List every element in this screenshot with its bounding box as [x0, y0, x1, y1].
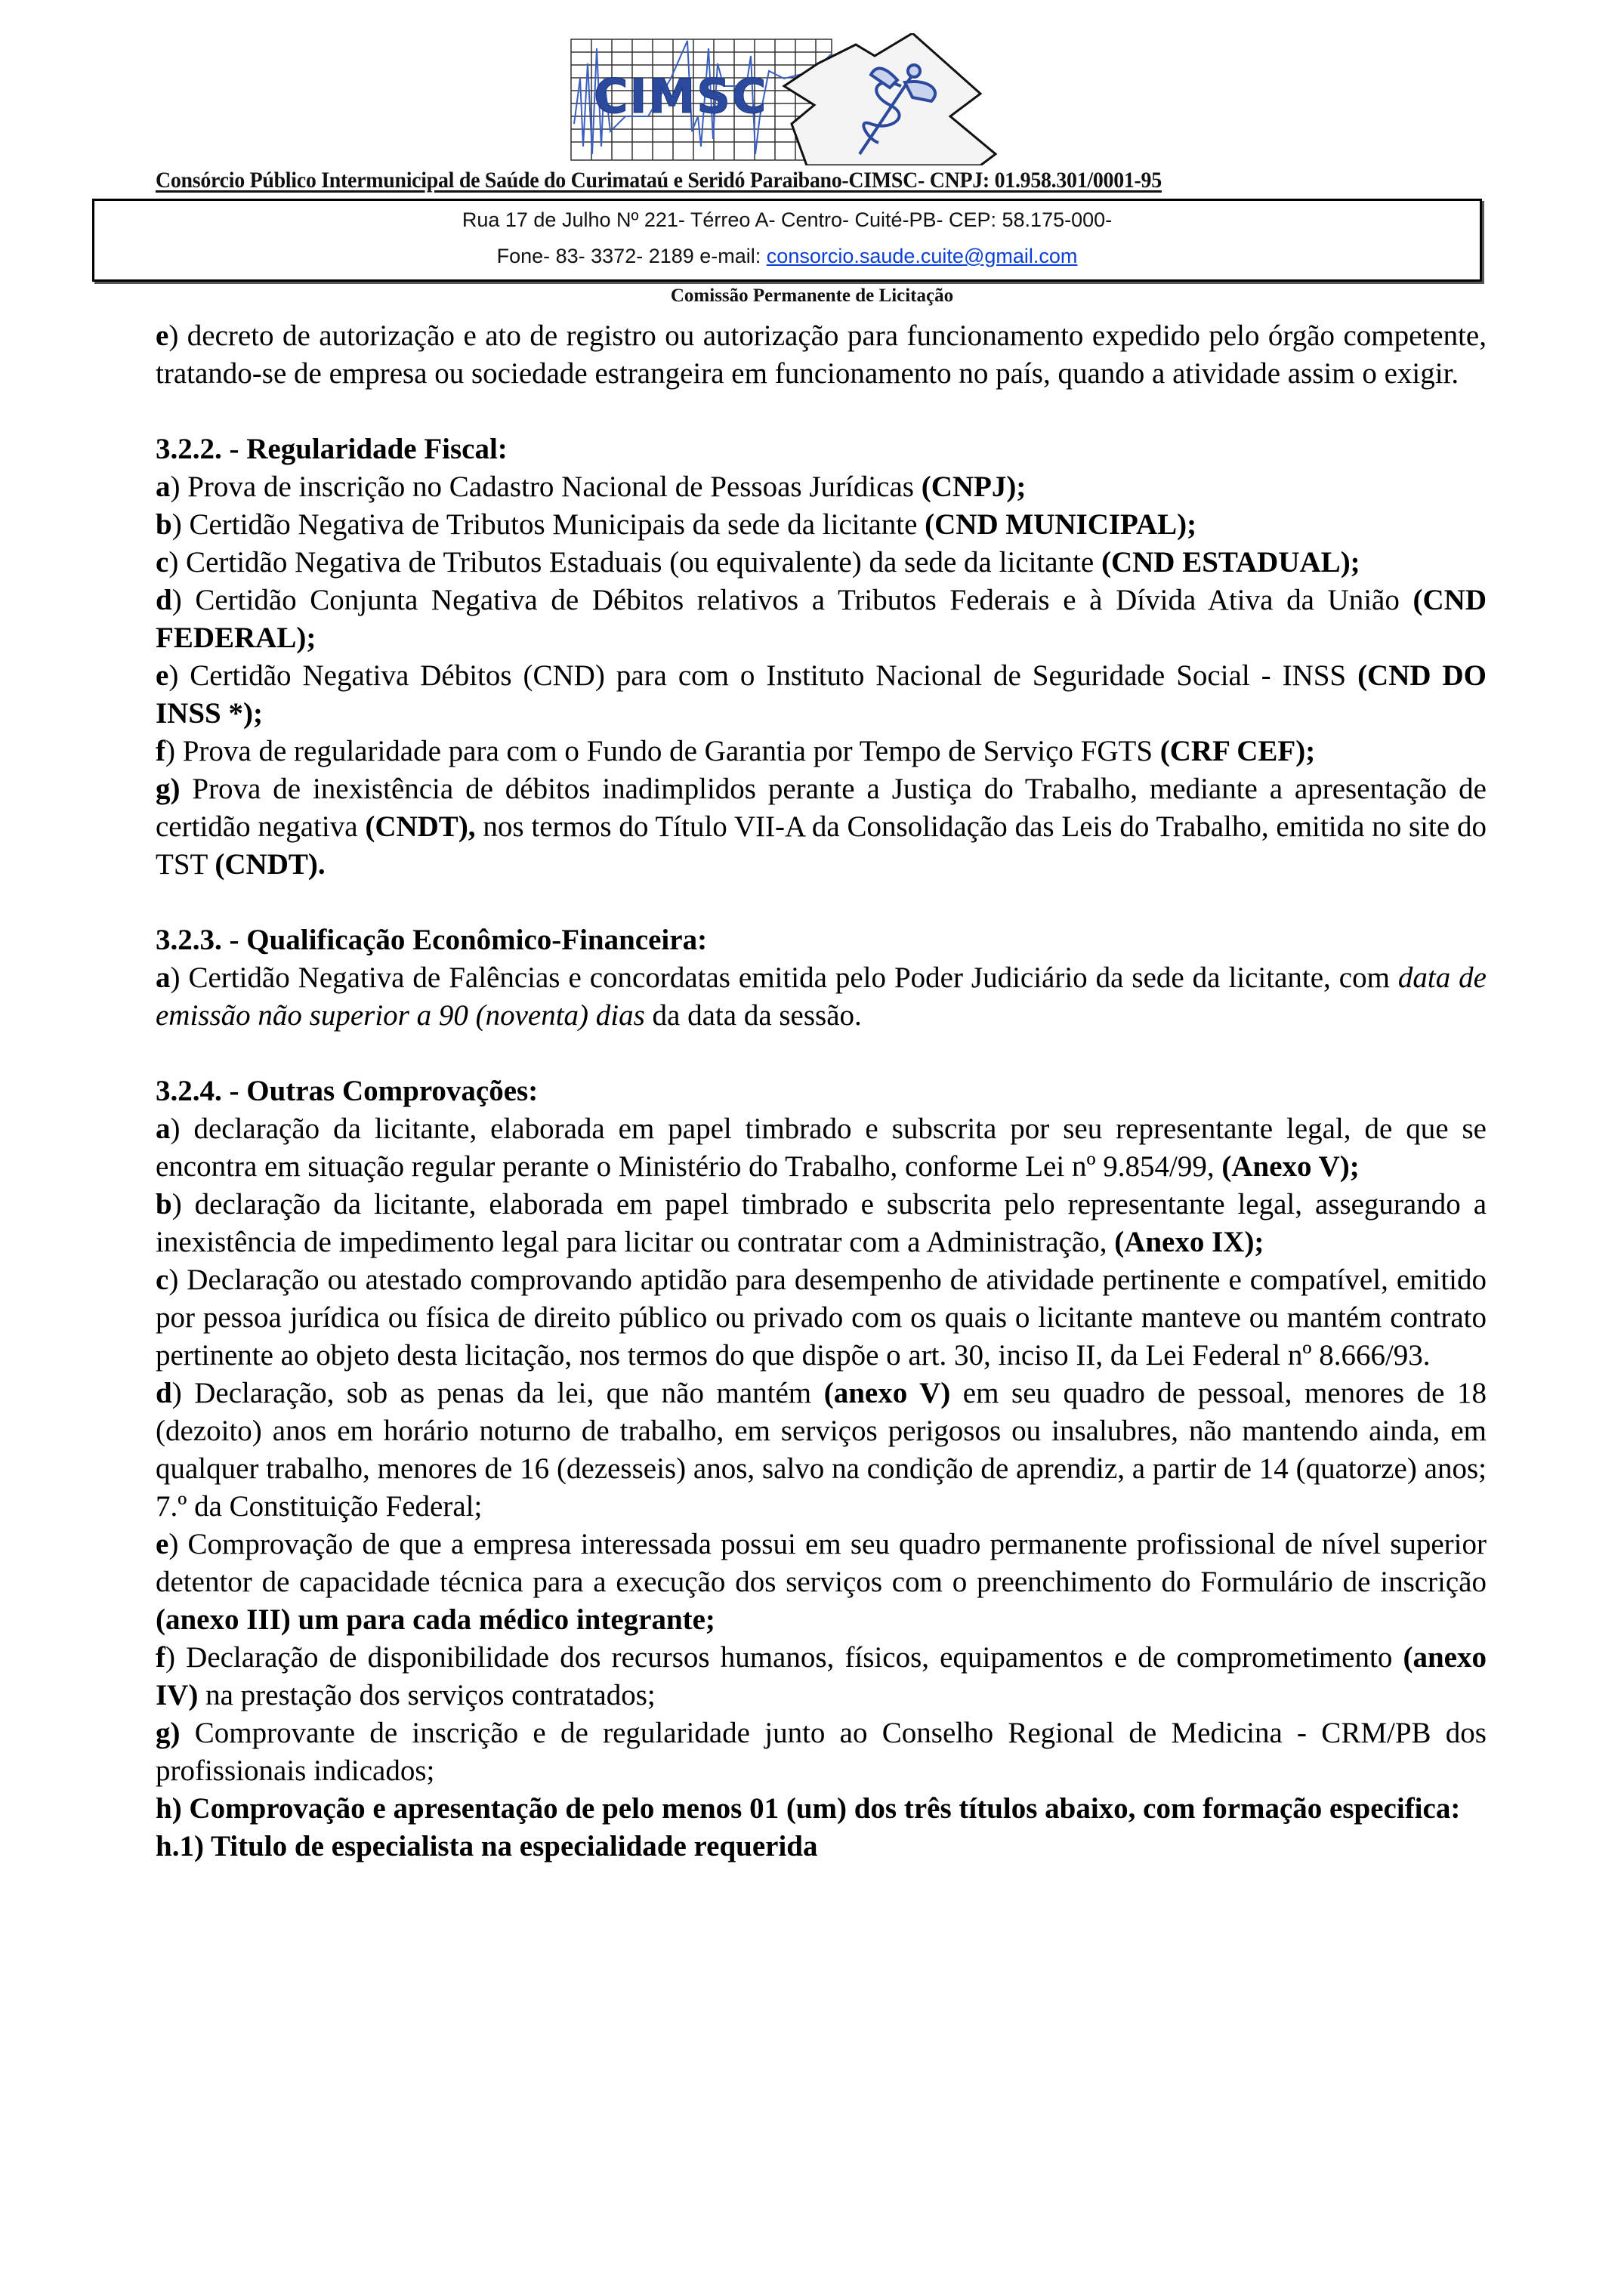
item-bold: (anexo III) um para cada médico integrante;	[156, 1603, 715, 1636]
item-label: b	[156, 508, 172, 541]
item-bold: (CND ESTADUAL);	[1101, 546, 1360, 579]
item-bold: (Anexo V);	[1221, 1150, 1360, 1183]
item-bold: (CND FEDERAL);	[156, 584, 1487, 654]
item-bold: (CNPJ);	[921, 471, 1027, 503]
email-link[interactable]: consorcio.saude.cuite@gmail.com	[766, 245, 1078, 267]
item-italic: data de emissão não superior a 90 (noventa) dias	[156, 961, 1487, 1032]
item-text: ) Prova de regularidade para com o Fundo de Garantia por Tempo de Serviço FGTS	[165, 735, 1160, 767]
item-text: nos termos do Título VII-A da Consolidação das Leis do Trabalho, emitida no site do TST	[156, 810, 1487, 881]
item-text: ) Declaração de disponibilidade dos recursos humanos, físicos, equipamentos e de comprometimento	[165, 1641, 1403, 1674]
section-3-2-4-heading: 3.2.4. - Outras Comprovações:	[156, 1075, 539, 1107]
phone-label: Fone- 83- 3372- 2189 e-mail:	[496, 245, 767, 267]
item-text: ) Certidão Negativa Débitos (CND) para com o Instituto Nacional de Seguridade Social - INSS	[168, 659, 1358, 692]
item-label: e	[156, 1528, 169, 1560]
s322-item-e	[156, 657, 1487, 733]
item-bold: (CND MUNICIPAL);	[925, 508, 1197, 541]
s324-item-c	[156, 1261, 1487, 1375]
s322-item-c	[156, 544, 1487, 582]
document-body	[156, 317, 1487, 1866]
item-label: g)	[156, 1717, 181, 1749]
item-label: f	[156, 1641, 165, 1674]
item-text: ) declaração da licitante, elaborada em papel timbrado e subscrita por seu representante legal, de que se encontra em situação regular perante o Ministério do Trabalho, conforme Lei nº 9.854/99,	[156, 1113, 1487, 1183]
s324-item-g	[156, 1714, 1487, 1790]
item-text: ) Declaração ou atestado comprovando aptidão para desempenho de atividade pertinente e compatível, emitido por pessoa jurídica ou física de direito público ou privado com os quais o licitante manteve ou mantém contrato pertinente ao objeto desta licitação, nos termos do que dispõe o art. 30, inciso II, da Lei Federal nº 8.666/93.	[156, 1264, 1487, 1372]
s322-item-f	[156, 733, 1487, 770]
item-bold: (CNDT),	[365, 810, 476, 843]
s324-item-h1: h.1) Titulo de especialista na especialidade requerida	[156, 1830, 818, 1862]
item-text: na prestação dos serviços contratados;	[198, 1679, 656, 1711]
item-label: e	[156, 319, 169, 352]
item-text: ) Certidão Negativa de Tributos Municipais da sede da licitante	[171, 508, 925, 541]
item-text: ) Prova de inscrição no Cadastro Nacional de Pessoas Jurídicas	[170, 471, 922, 503]
s324-item-b	[156, 1186, 1487, 1261]
phone-email-line	[94, 245, 1480, 268]
item-bold: (anexo V)	[823, 1377, 951, 1409]
s324-item-d	[156, 1375, 1487, 1526]
item-label: g)	[156, 773, 181, 805]
address-line: Rua 17 de Julho Nº 221- Térreo A- Centro- Cuité-PB- CEP: 58.175-000-	[462, 208, 1113, 231]
item-label: f	[156, 735, 165, 767]
item-label: a	[156, 961, 171, 994]
item-text: ) Comprovação de que a empresa interessada possui em seu quadro permanente profissional de nível superior detentor de capacidade técnica para a execução dos serviços com o preenchimento do Formulário de inscrição	[156, 1528, 1487, 1598]
contact-info-box	[92, 199, 1482, 282]
item-bold: (Anexo IX);	[1114, 1226, 1264, 1258]
s324-item-f	[156, 1639, 1487, 1714]
organization-title: Consórcio Público Intermunicipal de Saúde do Curimataú e Seridó Paraibano-CIMSC- CNPJ: 01.958.301/0001-95	[156, 168, 1162, 193]
item-text: da data da sessão.	[644, 999, 862, 1032]
item-bold: (CND DO INSS *);	[156, 659, 1487, 730]
item-text: ) decreto de autorização e ato de registro ou autorização para funcionamento expedido pelo órgão competente, tratando-se de empresa ou sociedade estrangeira em funcionamento no país, quando a atividade assim o exigir.	[156, 319, 1487, 390]
item-bold: (CNDT).	[215, 848, 326, 881]
section-3-2-3-heading: 3.2.3. - Qualificação Econômico-Financeira:	[156, 924, 708, 956]
item-label: e	[156, 659, 169, 692]
item-e-decree	[156, 317, 1487, 393]
logo-text: CIMSC	[594, 69, 768, 124]
s324-item-a	[156, 1110, 1487, 1186]
cimsc-logo	[557, 33, 1079, 165]
item-bold: (anexo IV)	[156, 1641, 1487, 1711]
item-label: c	[156, 546, 169, 579]
s322-item-d	[156, 582, 1487, 657]
item-label: a	[156, 471, 171, 503]
item-label: a	[156, 1113, 171, 1145]
item-label: b	[156, 1188, 172, 1221]
s323-item-a	[156, 959, 1487, 1035]
item-label: d	[156, 1377, 172, 1409]
s322-item-g	[156, 770, 1487, 884]
logo-graphic	[557, 33, 1079, 165]
s324-item-h: h) Comprovação e apresentação de pelo menos 01 (um) dos três títulos abaixo, com formação especifica:	[156, 1792, 1461, 1825]
s322-item-a	[156, 468, 1487, 506]
item-text: ) Declaração, sob as penas da lei, que não mantém	[171, 1377, 824, 1409]
item-text: em seu quadro de pessoal, menores de 18 (dezoito) anos em horário noturno de trabalho, em serviços perigosos ou insalubres, não mantendo ainda, em qualquer trabalho, menores de 16 (dezesseis) anos, salvo na condição de aprendiz, a partir de 14 (quatorze) anos; 7.º da Constituição Federal;	[156, 1377, 1487, 1523]
item-label: c	[156, 1264, 169, 1296]
item-text: ) Certidão Negativa de Falências e concordatas emitida pelo Poder Judiciário da sede da licitante, com	[170, 961, 1398, 994]
item-text: ) Certidão Negativa de Tributos Estaduais (ou equivalente) da sede da licitante	[168, 546, 1101, 579]
commission-title: Comissão Permanente de Licitação	[670, 285, 954, 306]
section-3-2-2-heading: 3.2.2. - Regularidade Fiscal:	[156, 433, 508, 465]
item-label: d	[156, 584, 172, 616]
s324-item-e	[156, 1526, 1487, 1639]
s322-item-b	[156, 506, 1487, 544]
item-text: ) Certidão Conjunta Negativa de Débitos relativos a Tributos Federais e à Dívida Ativa da União	[171, 584, 1413, 616]
item-text: Prova de inexistência de débitos inadimplidos perante a Justiça do Trabalho, mediante a apresentação de certidão negativa	[156, 773, 1487, 843]
item-text: ) declaração da licitante, elaborada em papel timbrado e subscrita pelo representante legal, assegurando a inexistência de impedimento legal para licitar ou contratar com a Administração,	[156, 1188, 1487, 1258]
item-text: Comprovante de inscrição e de regularidade junto ao Conselho Regional de Medicina - CRM/PB dos profissionais indicados;	[156, 1717, 1487, 1787]
item-bold: (CRF CEF);	[1159, 735, 1316, 767]
